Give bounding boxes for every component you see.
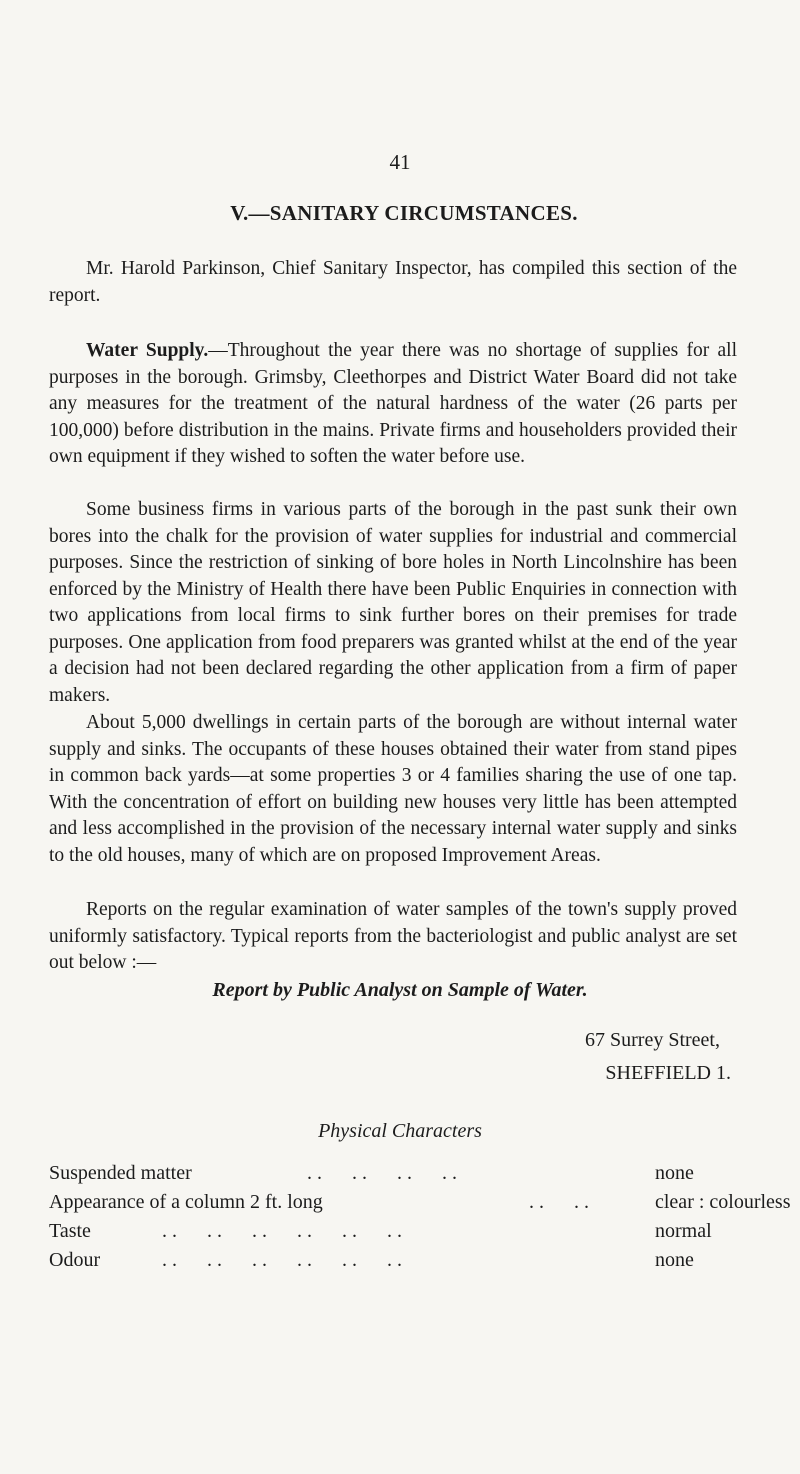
water-supply-text: —Throughout the year there was no shortage of supplies for all purposes in the borough. Grimsby, Cleethorpes and District Water Board did not take any measures for the treatment of the natural hardness of the water (26 parts per 100,000) before distribution in the mains. Private firms and householders provided their own equipment if they wished to soften the water before use. xyxy=(49,340,737,467)
paragraph-water-supply xyxy=(49,338,737,471)
leader-dots: . . . . xyxy=(529,1191,589,1213)
paragraph-intro: Mr. Harold Parkinson, Chief Sanitary Inspector, has compiled this section of the report. xyxy=(49,258,737,306)
address-line-1: 67 Surrey Street, xyxy=(585,1029,720,1051)
section-title: V.—SANITARY CIRCUMSTANCES. xyxy=(230,201,578,225)
physical-characters-heading: Physical Characters xyxy=(318,1120,482,1142)
characteristic-row xyxy=(49,1220,800,1248)
water-supply-heading: Water Supply. xyxy=(86,340,209,361)
characteristic-label: Odour xyxy=(49,1249,101,1271)
characteristic-value: normal xyxy=(655,1220,712,1242)
paragraph-bores: Some business firms in various parts of the borough in the past sunk their own bores into the chalk for the provision of water supplies for industrial and commercial purposes. Since the restriction of sinking of bore holes in North Lincolnshire has been enforced by the Ministry of Health there have been Public Enquiries in connection with two applications from local firms to sink further bores on their premises for trade purposes. One application from food preparers was granted whilst at the end of the year a decision had not been declared regarding the other application from a firm of paper makers. xyxy=(49,499,737,706)
characteristic-row xyxy=(49,1191,800,1219)
report-heading: Report by Public Analyst on Sample of Water. xyxy=(212,979,588,1001)
characteristic-value: clear : colourless xyxy=(655,1191,791,1213)
leader-dots: . . . . . . . . . . . . xyxy=(162,1220,402,1242)
paragraph-dwellings: About 5,000 dwellings in certain parts of the borough are without internal water supply and sinks. The occupants of these houses obtained their water from stand pipes in common back yards—at some properties 3 or 4 families sharing the use of one tap. With the concentration of effort on building new houses very little has been attempted and less accomplished in the provision of the necessary internal water supply and sinks to the old houses, many of which are on proposed Improvement Areas. xyxy=(49,712,737,866)
characteristic-label: Taste xyxy=(49,1220,91,1242)
leader-dots: . . . . . . . . . . . . xyxy=(162,1249,402,1271)
paragraph-reports: Reports on the regular examination of water samples of the town's supply proved uniformly satisfactory. Typical reports from the bacteriologist and public analyst are set out below :— xyxy=(49,899,737,973)
characteristic-label: Suspended matter xyxy=(49,1162,192,1184)
page-number: 41 xyxy=(389,150,411,174)
characteristic-value: none xyxy=(655,1162,694,1184)
characteristic-row xyxy=(49,1162,800,1190)
characteristic-value: none xyxy=(655,1249,694,1271)
leader-dots: . . . . . . . . xyxy=(307,1162,457,1184)
characteristic-label: Appearance of a column 2 ft. long xyxy=(49,1191,323,1213)
characteristic-row xyxy=(49,1249,800,1277)
address-line-2: SHEFFIELD 1. xyxy=(605,1062,731,1084)
